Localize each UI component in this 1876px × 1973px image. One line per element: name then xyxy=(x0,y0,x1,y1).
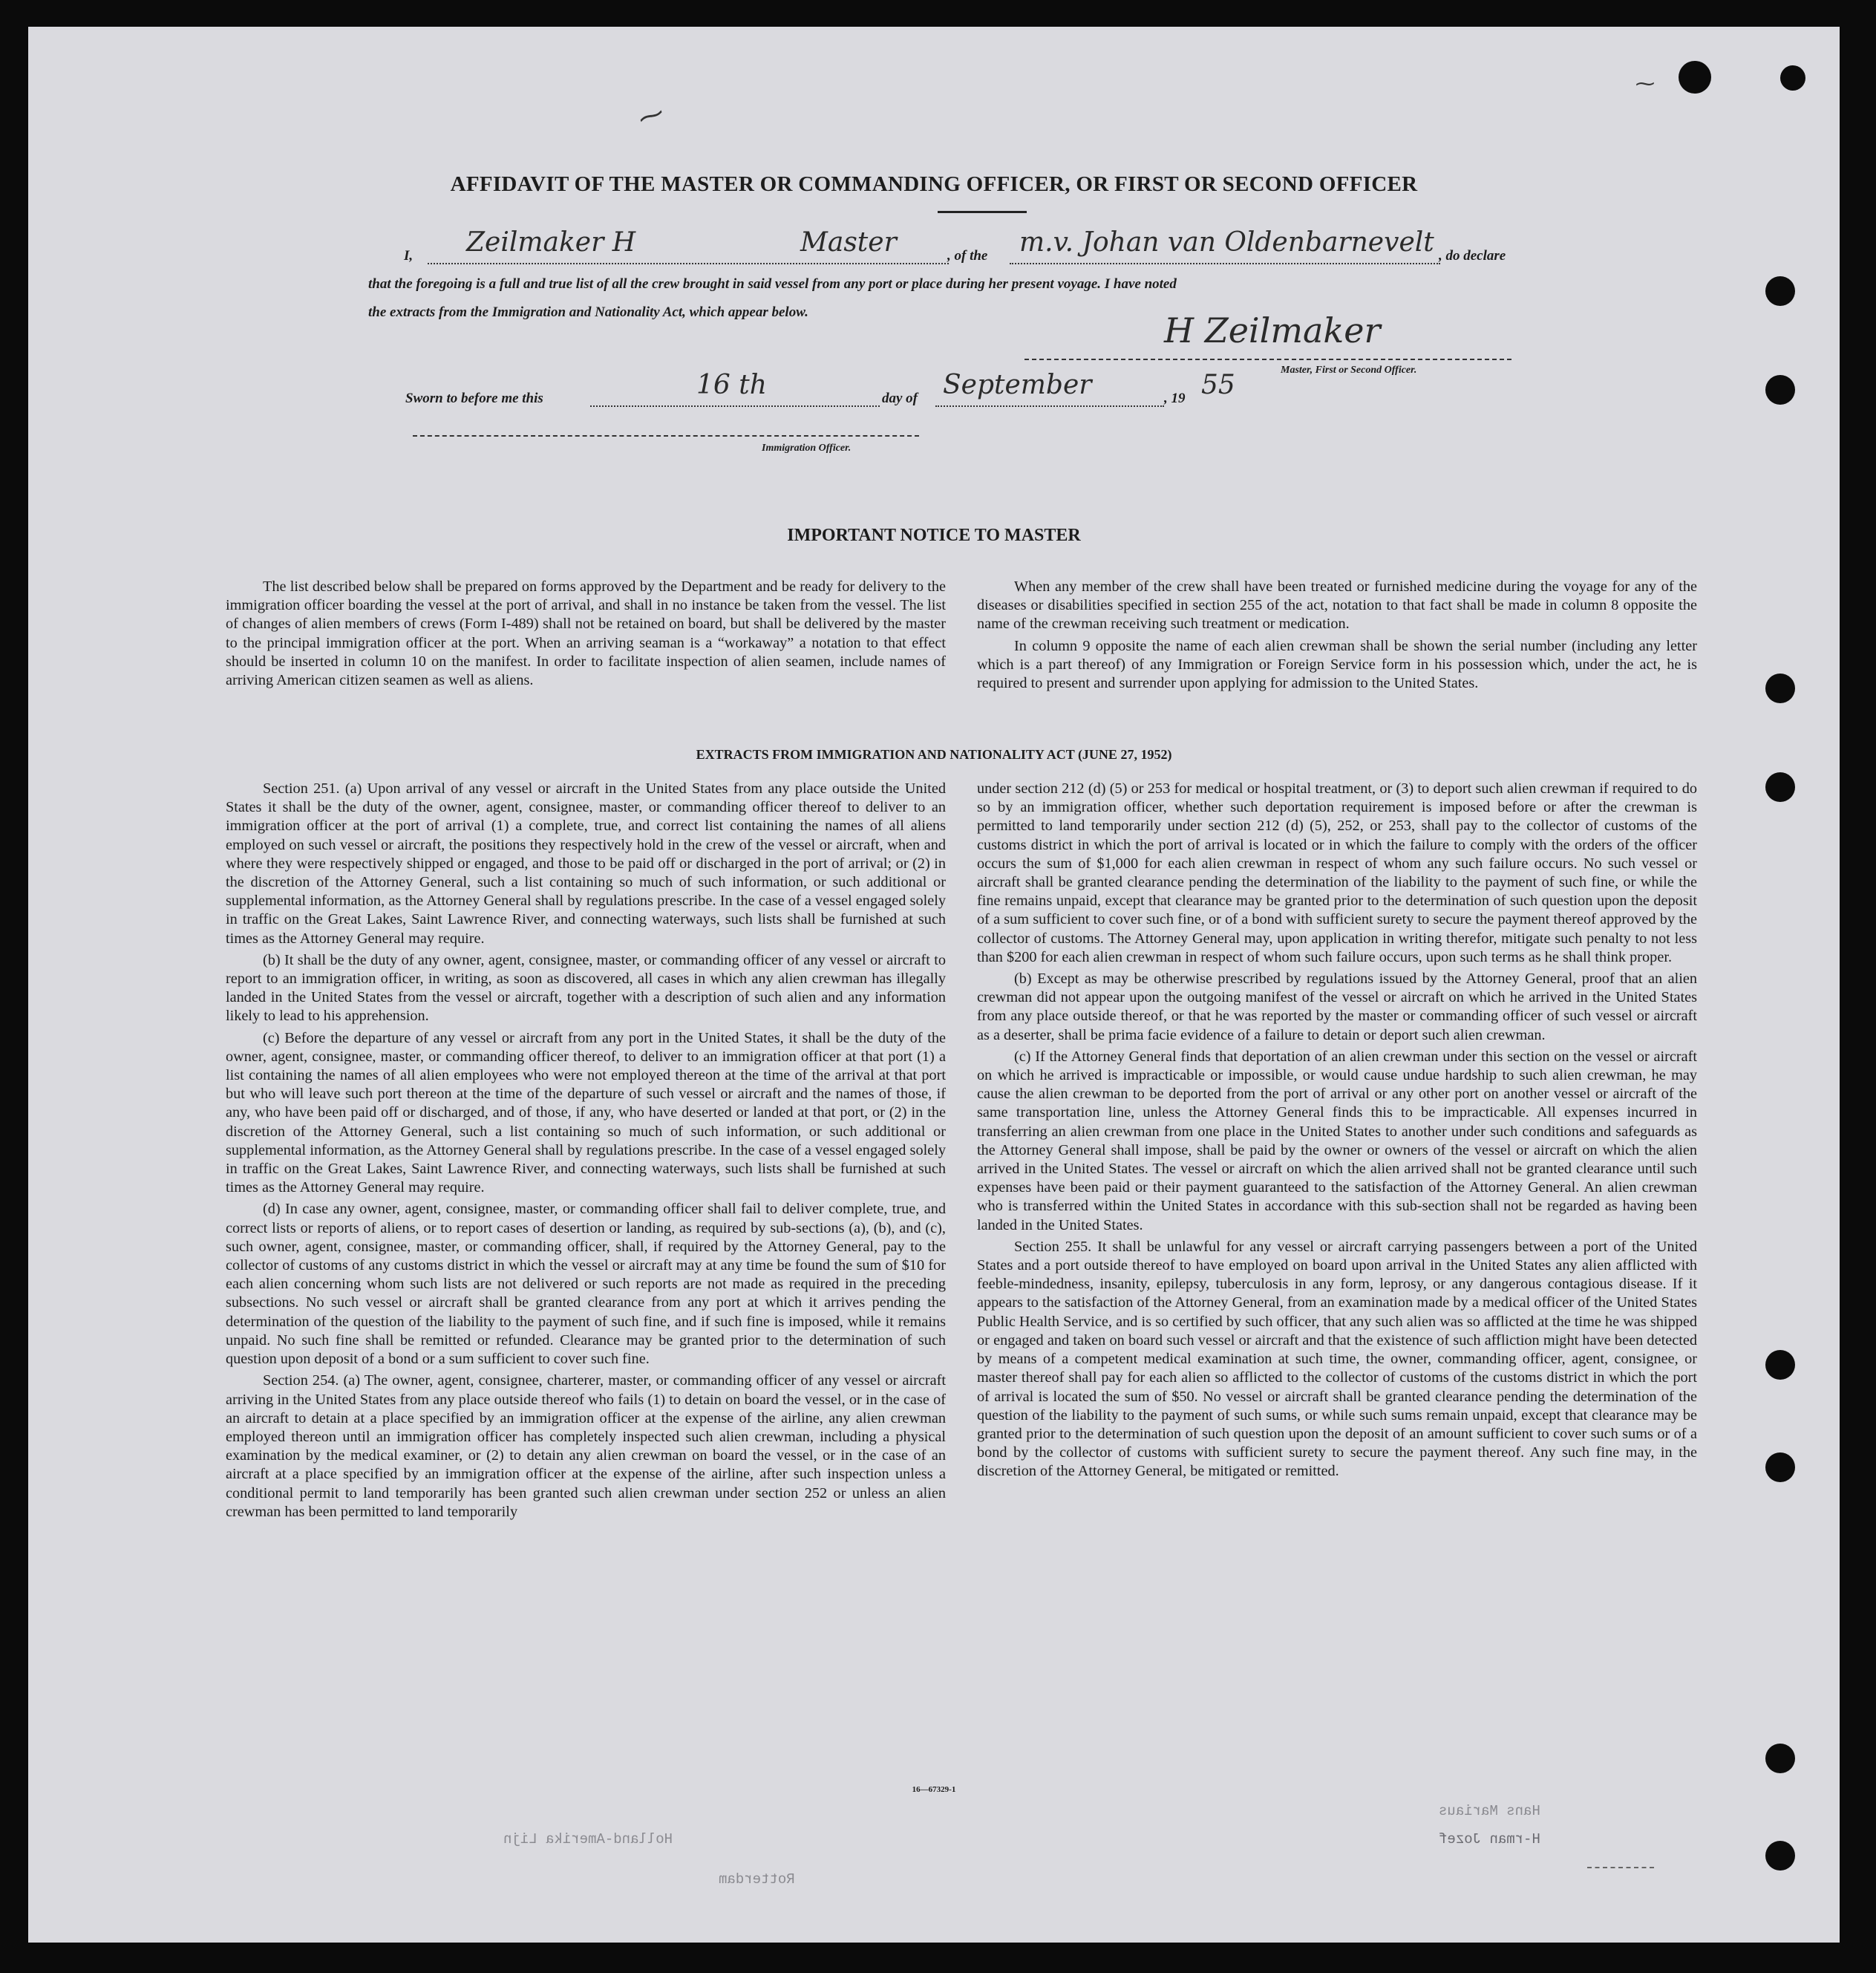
section-251-c: (c) Before the departure of any vessel or aircraft from any port in the United States, it shall be the duty of the owner, agent, consignee, master, or commanding officer thereof, to deliver to an immigration officer at that port (1) a list containing the names of all alien employees who were not employed thereon at the time of the arrival at that port but who will leave such port thereon at the time of the departure of such vessel or aircraft and the names of those, if any, who have been paid off or discharged, and of those, if any, who have deserted or landed at that port, or (2) in the discretion of the Attorney General, such a list containing so much of such information, or such additional or supplemental information, as the Attorney General shall by regulations prescribe. In the case of a vessel engaged solely in traffic on the Great Lakes, Saint Lawrence River, and connecting waterways, such lists shall be furnished at such times as the Attorney General may require. xyxy=(226,1029,946,1196)
title-underline xyxy=(938,211,1027,213)
notice-right-paragraph-1: When any member of the crew shall have been treated or furnished medicine during the voyage for any of the diseases or disabilities specified in section 255 of the act, notation to that fact shall be made in column 8 opposite the name of the crewman receiving such treatment or medication. xyxy=(977,578,1697,633)
sworn-prefix: Sworn to before me this xyxy=(405,391,543,406)
sworn-day-handwritten: 16 th xyxy=(696,370,767,400)
binder-hole xyxy=(1765,1744,1795,1773)
declaration-line-3: the extracts from the Immigration and Nationality Act, which appear below. xyxy=(368,304,808,320)
binder-hole xyxy=(1765,276,1795,306)
section-254-a: Section 254. (a) The owner, agent, consignee, charterer, master, or commanding officer of any vessel or aircraft arriving in the United States from any place outside thereof who fails (1) to detain on board the vessel, or in the case of an aircraft to detain at a place specified by an immigration officer at the expense of the airline, any alien crewman employed thereon until an immigration officer has completely inspected such alien crewman, including a physical examination by the medical examiner, or (2) to detain any alien crewman on board the vessel, or in the case of an aircraft at a place specified by an immigration officer at the expense of the airline, after such inspection unless a conditional permit to land temporarily has been granted such alien crewman under section 252 or unless an alien crewman has been permitted to land temporarily xyxy=(226,1372,946,1520)
bleed-through-dashes xyxy=(1587,1867,1654,1868)
section-254-b: (b) Except as may be otherwise prescribed by regulations issued by the Attorney General, proof that an alien crewman did not appear upon the outgoing manifest of the vessel or aircraft on which he arrived in the United States from any place outside thereof, or that he was reported by the master or commanding officer of such vessel or aircraft as a deserter, shall be prima facie evidence of a failure to detain or deport such alien crewman. xyxy=(977,971,1697,1043)
notice-right-column xyxy=(977,578,1697,696)
binder-hole xyxy=(1765,772,1795,802)
name-dotted-line xyxy=(428,263,949,264)
bleed-through-text: Holland-Amerika Lijn xyxy=(503,1831,673,1848)
of-the-label: , of the xyxy=(947,248,988,264)
master-name-handwritten: Zeilmaker H xyxy=(466,227,636,258)
bleed-through-text: Rotterdam xyxy=(719,1871,795,1888)
binder-hole xyxy=(1765,1350,1795,1380)
bleed-through-text: H-rman Jozef xyxy=(1439,1831,1540,1848)
vessel-dotted-line xyxy=(1010,263,1440,264)
section-251-a: Section 251. (a) Upon arrival of any vessel or aircraft in the United States from any place outside the United States it shall be the duty of the owner, agent, consignee, master, or commanding officer thereof to deliver to an immigration officer at the port of arrival (1) a complete, true, and correct list containing the names of all aliens employed on such vessel or aircraft, the positions they respectively hold in the crew of the vessel or aircraft, when and where they were respectively shipped or engaged, and those to be paid off or discharged in the port of arrival; or (2) in the discretion of the Attorney General, such a list containing so much of such information, or such additional or supplemental information, as the Attorney General shall by regulations prescribe. In the case of a vessel engaged solely in traffic on the Great Lakes, Saint Lawrence River, and connecting waterways, such lists shall be furnished at such times as the Attorney General may require. xyxy=(226,780,946,947)
binder-hole xyxy=(1780,65,1805,91)
notice-right-paragraph-2: In column 9 opposite the name of each alien crewman shall be shown the serial number (including any letter which is a part thereof) of any Immigration or Foreign Service form in his possession which, under the act, he is required to present and surrender upon applying for admission to the United States. xyxy=(977,637,1697,692)
sworn-month-dotted-line xyxy=(935,405,1164,407)
binder-hole xyxy=(1765,1841,1795,1871)
year-prefix: , 19 xyxy=(1164,391,1186,406)
immigration-officer-label: Immigration Officer. xyxy=(762,443,852,454)
master-rank-handwritten: Master xyxy=(800,227,897,258)
binder-hole xyxy=(1679,61,1711,94)
day-of-label: day of xyxy=(882,391,918,406)
section-254-a-continued: under section 212 (d) (5) or 253 for medical or hospital treatment, or (3) to deport such alien crewman if required to do so by an immigration officer, whether such deportation requirement is imposed before or after the crewman is permitted to land temporarily under section 212 (d) (5), 252, or 253, shall pay to the collector of customs of the customs district in which the port of arrival is located or in which the failure to comply with the orders of the officer occurs the sum of $1,000 for each alien crewman in respect of whom any such failure occurs. No such vessel or aircraft shall be granted clearance pending the determination of the liability to the payment of such fine, or while the fine remains unpaid, except that clearance may be granted prior to the determination of such question upon the deposit of a sum sufficient to cover such fine, or of a bond with sufficient surety to secure the payment thereof approved by the collector of customs. The Attorney General may, upon application in writing therefor, mitigate such penalty to not less than $200 for each alien crewman in respect of whom such failure occurs, upon such terms as he shall think proper. xyxy=(977,780,1697,965)
section-251-d: (d) In case any owner, agent, consignee, master, or commanding officer shall fail to deliver complete, true, and correct lists or reports of aliens, or to report cases of desertion or landing, as required by sub-sections (a), (b), and (c), such owner, agent, consignee, master, or commanding officer, shall, if required by the Attorney General, pay to the collector of customs of any customs district in which the vessel or aircraft may at any time be found the sum of $10 for each alien concerning whom such lists are not delivered or such reports are not made as required in the preceding subsections. No such vessel or aircraft shall be granted clearance from any port at which it arrives pending the determination of the question of the liability to the payment of such fine, and if such fine is imposed, while it remains unpaid. No such fine shall be remitted or refunded. Clearance may be granted prior to the determination of such question upon deposit of a bond or a sum sufficient to cover such fine. xyxy=(226,1201,946,1368)
extracts-title: EXTRACTS FROM IMMIGRATION AND NATIONALITY ACT (JUNE 27, 1952) xyxy=(696,747,1172,762)
stray-pen-mark: ⁓ xyxy=(634,97,668,134)
declaration-line-2: that the foregoing is a full and true list of all the crew brought in said vessel from any port or place during her present voyage. I have noted xyxy=(368,276,1177,292)
section-255: Section 255. It shall be unlawful for any vessel or aircraft carrying passengers between a port of the United States and a port outside thereof to have employed on board upon arrival in the United States any alien afflicted with feeble-mindedness, insanity, epilepsy, tuberculosis in any form, leprosy, or any dangerous contagious disease. If it appears to the satisfaction of the Attorney General, from an examination made by a medical officer of the United States Public Health Service, and is so certified by such officer, that any such alien was so afflicted at the time he was shipped or engaged and taken on board such vessel or aircraft and that the existence of such affliction might have been detected by means of a competent medical examination at such time, the owner, commanding officer, agent, consignee, or master thereof shall pay for each alien so afflicted to the collector of customs of the customs district in which the port of arrival is located the sum of $50. No vessel or aircraft shall be granted clearance pending the determination of the question of the liability to the payment of such sums, or while such sums remain unpaid, except that clearance may be granted prior to the determination of such question upon the deposit of an amount sufficient to cover such sums or of a bond by the collector of customs with sufficient surety to secure the payment thereof. Any such fine may, in the discretion of the Attorney General, be mitigated or remitted. xyxy=(977,1238,1697,1480)
binder-hole xyxy=(1765,674,1795,703)
document-page xyxy=(28,27,1840,1943)
immigration-officer-line xyxy=(413,435,919,437)
stray-mark: ⁓ xyxy=(1635,73,1655,95)
signature-handwritten: H Zeilmaker xyxy=(1164,310,1381,350)
sworn-month-handwritten: September xyxy=(943,370,1092,400)
form-code: 16—67329-1 xyxy=(912,1785,956,1794)
notice-title: IMPORTANT NOTICE TO MASTER xyxy=(787,526,1081,545)
binder-hole xyxy=(1765,375,1795,405)
section-251-b: (b) It shall be the duty of any owner, agent, consignee, master, or commanding officer of any vessel or aircraft to report to an immigration officer, in writing, as soon as discovered, all cases in which any alien crewman has illegally landed in the United States from the vessel or aircraft, together with a description of such alien and any information likely to lead to his apprehension. xyxy=(226,951,946,1025)
affidavit-title: AFFIDAVIT OF THE MASTER OR COMMANDING OFFICER, OR FIRST OR SECOND OFFICER xyxy=(450,172,1418,196)
signature-label: Master, First or Second Officer. xyxy=(1281,365,1417,376)
do-declare-label: , do declare xyxy=(1439,248,1506,264)
vessel-name-handwritten: m.v. Johan van Oldenbarnevelt xyxy=(1019,227,1434,258)
notice-left-column xyxy=(226,578,946,693)
section-254-c: (c) If the Attorney General finds that deportation of an alien crewman under this section on the vessel or aircraft on which he arrived is impracticable or impossible, or would cause undue hardship to such alien crewman, he may cause the alien crewman to be deported from the port of arrival or any other port on another vessel or aircraft of the same transportation line, unless the Attorney General finds this to be impracticable. All expenses incurred in transferring an alien crewman from one place in the United States to another under such conditions and safeguards as the Attorney General shall impose, shall be paid by the owner or owners of the vessel or aircraft on which the alien arrived in the United States. The vessel or aircraft on which the alien arrived shall not be granted clearance until such expenses have been paid or their payment guaranteed to the satisfaction of the Attorney General. An alien crewman who is transferred within the United States in accordance with this sub-section shall not be regarded as having been landed in the United States. xyxy=(977,1048,1697,1233)
bleed-through-text: Hans Mariaus xyxy=(1439,1803,1540,1819)
extracts-left-column xyxy=(226,780,946,1524)
signature-line xyxy=(1024,359,1511,360)
sworn-day-dotted-line xyxy=(590,405,880,407)
sworn-year-handwritten: 55 xyxy=(1201,370,1235,400)
notice-left-paragraph: The list described below shall be prepared on forms approved by the Department and be ready for delivery to the immigration officer boarding the vessel at the port of arrival, and shall in no instance be taken from the vessel. The list of changes of alien members of crews (Form I-489) shall not be retained on board, but shall be delivered by the master to the principal immigration officer at the port. When an arriving seaman is a “workaway” a notation to that effect should be inserted in column 10 on the manifest. In order to facilitate inspection of alien seamen, include names of arriving American citizen seamen as well as aliens. xyxy=(226,578,946,689)
binder-hole xyxy=(1765,1452,1795,1482)
declaration-prefix: I, xyxy=(404,248,414,264)
extracts-right-column xyxy=(977,780,1697,1484)
